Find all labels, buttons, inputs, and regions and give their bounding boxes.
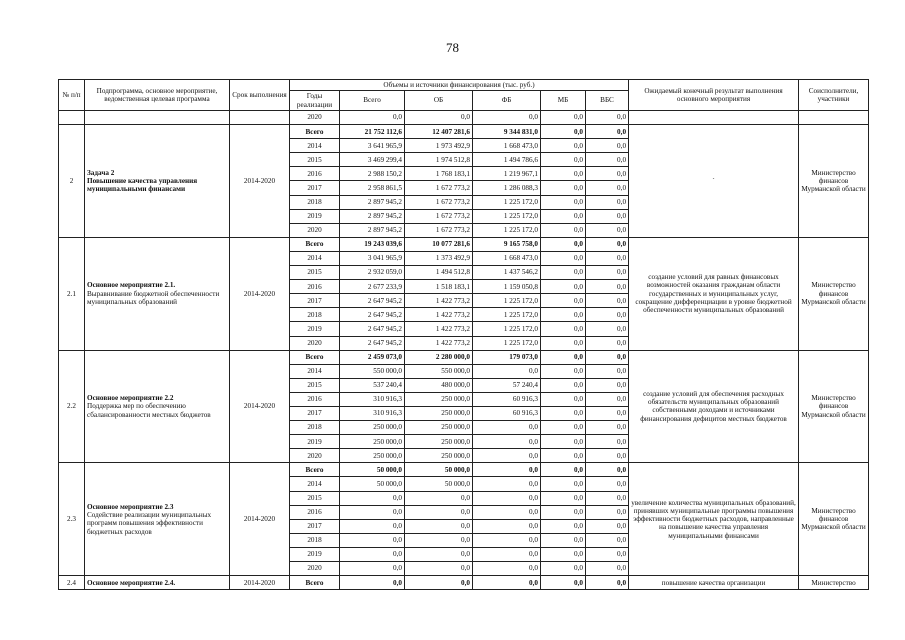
year-cell: 2019 — [290, 435, 340, 449]
vbs-cell: 0,0 — [586, 406, 629, 420]
program-title: Основное мероприятие 2.4. — [85, 576, 230, 590]
header-term: Срок выполнения — [230, 80, 290, 111]
fb-cell: 179 073,0 — [473, 350, 541, 364]
ob-cell: 1 494 512,8 — [405, 266, 473, 280]
table-row — [59, 125, 869, 139]
mb-cell: 0,0 — [541, 167, 586, 181]
fb-cell: 9 165 758,0 — [473, 237, 541, 251]
ob-cell: 1 422 773,2 — [405, 308, 473, 322]
vbs-cell: 0,0 — [586, 167, 629, 181]
total-cell: 50 000,0 — [340, 463, 405, 477]
total-cell: 2 647 945,2 — [340, 308, 405, 322]
vbs-cell: 0,0 — [586, 505, 629, 519]
year-cell: 2019 — [290, 322, 340, 336]
vbs-cell: 0,0 — [586, 350, 629, 364]
header-total: Всего — [340, 91, 405, 111]
fb-cell: 9 344 831,0 — [473, 125, 541, 139]
fb-cell: 0,0 — [473, 547, 541, 561]
ob-cell: 250 000,0 — [405, 392, 473, 406]
year-cell: Всего — [290, 237, 340, 251]
year-cell: 2015 — [290, 266, 340, 280]
total-cell: 3 641 965,9 — [340, 139, 405, 153]
year-cell: Всего — [290, 463, 340, 477]
fb-cell: 0,0 — [473, 576, 541, 590]
mb-cell: 0,0 — [541, 308, 586, 322]
ob-cell: 1 672 773,2 — [405, 195, 473, 209]
result-cell: создание условий для равных финансовых возможностей оказания гражданам области государственных и муниципальных услуг, сокращение дифференциации в уровне бюджетной обеспеченности муниципальных образований — [629, 237, 799, 350]
term-cell: 2014-2020 — [230, 463, 290, 576]
vbs-cell: 0,0 — [586, 519, 629, 533]
total-cell: 2 897 945,2 — [340, 223, 405, 237]
table-row — [59, 111, 869, 125]
year-cell: 2017 — [290, 519, 340, 533]
year-cell: 2018 — [290, 308, 340, 322]
header-mb: МБ — [541, 91, 586, 111]
fb-cell: 0,0 — [473, 505, 541, 519]
year-cell: 2018 — [290, 421, 340, 435]
fb-cell: 1 225 172,0 — [473, 209, 541, 223]
mb-cell: 0,0 — [541, 153, 586, 167]
header-program: Подпрограмма, основное мероприятие, ведомственная целевая программа — [85, 80, 230, 111]
mb-cell: 0,0 — [541, 449, 586, 463]
total-cell: 2 647 945,2 — [340, 294, 405, 308]
total-cell: 3 469 299,4 — [340, 153, 405, 167]
mb-cell: 0,0 — [541, 322, 586, 336]
ob-cell: 0,0 — [405, 519, 473, 533]
mb-cell: 0,0 — [541, 406, 586, 420]
executors-cell: Министерство финансов Мурманской области — [799, 350, 869, 463]
year-cell: 2018 — [290, 533, 340, 547]
year-cell: 2020 — [290, 336, 340, 350]
mb-cell: 0,0 — [541, 280, 586, 294]
mb-cell: 0,0 — [541, 533, 586, 547]
fb-cell: 1 225 172,0 — [473, 336, 541, 350]
ob-cell: 1 672 773,2 — [405, 181, 473, 195]
fb-cell: 1 494 786,6 — [473, 153, 541, 167]
ob-cell: 2 280 000,0 — [405, 350, 473, 364]
ob-cell: 1 672 773,2 — [405, 209, 473, 223]
vbs-cell: 0,0 — [586, 364, 629, 378]
header-result: Ожидаемый конечный результат выполнения основного мероприятия — [629, 80, 799, 111]
ob-cell: 0,0 — [405, 562, 473, 576]
mb-cell: 0,0 — [541, 209, 586, 223]
fb-cell: 1 437 546,2 — [473, 266, 541, 280]
mb-cell: 0,0 — [541, 421, 586, 435]
total-cell: 2 958 861,5 — [340, 181, 405, 195]
mb-cell: 0,0 — [541, 336, 586, 350]
header-fb: ФБ — [473, 91, 541, 111]
mb-cell: 0,0 — [541, 266, 586, 280]
year-cell: 2016 — [290, 505, 340, 519]
ob-cell: 1 422 773,2 — [405, 294, 473, 308]
year-cell: 2020 — [290, 562, 340, 576]
ob-cell: 10 077 281,6 — [405, 237, 473, 251]
total-cell: 0,0 — [340, 111, 405, 125]
executors-cell: Министерство — [799, 576, 869, 590]
total-cell: 0,0 — [340, 519, 405, 533]
ob-cell: 250 000,0 — [405, 421, 473, 435]
executors-cell: Министерство финансов Мурманской области — [799, 463, 869, 576]
total-cell: 2 459 073,0 — [340, 350, 405, 364]
mb-cell: 0,0 — [541, 237, 586, 251]
total-cell: 250 000,0 — [340, 421, 405, 435]
year-cell: 2014 — [290, 251, 340, 265]
ob-cell: 1 518 183,1 — [405, 280, 473, 294]
year-cell: 2019 — [290, 209, 340, 223]
funding-table — [58, 79, 869, 590]
program-name-cell — [85, 463, 230, 576]
executors-cell: Министерство финансов Мурманской области — [799, 125, 869, 238]
vbs-cell: 0,0 — [586, 251, 629, 265]
vbs-cell: 0,0 — [586, 336, 629, 350]
ob-cell: 1 768 183,1 — [405, 167, 473, 181]
vbs-cell: 0,0 — [586, 280, 629, 294]
mb-cell: 0,0 — [541, 547, 586, 561]
fb-cell: 0,0 — [473, 519, 541, 533]
mb-cell: 0,0 — [541, 378, 586, 392]
fb-cell: 0,0 — [473, 449, 541, 463]
vbs-cell: 0,0 — [586, 266, 629, 280]
fb-cell: 0,0 — [473, 562, 541, 576]
fb-cell: 1 668 473,0 — [473, 139, 541, 153]
ob-cell: 1 672 773,2 — [405, 223, 473, 237]
result-cell: повышение качества организации — [629, 576, 799, 590]
ob-cell: 12 407 281,6 — [405, 125, 473, 139]
ob-cell: 0,0 — [405, 533, 473, 547]
row-number: 2 — [59, 125, 85, 238]
year-cell: 2016 — [290, 392, 340, 406]
vbs-cell: 0,0 — [586, 294, 629, 308]
total-cell: 2 897 945,2 — [340, 195, 405, 209]
mb-cell: 0,0 — [541, 125, 586, 139]
vbs-cell: 0,0 — [586, 477, 629, 491]
year-cell: 2020 — [290, 223, 340, 237]
total-cell: 0,0 — [340, 505, 405, 519]
table-row — [59, 576, 869, 590]
total-cell: 21 752 112,6 — [340, 125, 405, 139]
mb-cell: 0,0 — [541, 350, 586, 364]
mb-cell: 0,0 — [541, 491, 586, 505]
ob-cell: 1 973 492,9 — [405, 139, 473, 153]
ob-cell: 1 422 773,2 — [405, 322, 473, 336]
fb-cell: 0,0 — [473, 421, 541, 435]
ob-cell: 1 373 492,9 — [405, 251, 473, 265]
mb-cell: 0,0 — [541, 477, 586, 491]
year-cell: 2014 — [290, 139, 340, 153]
year-cell: 2018 — [290, 195, 340, 209]
year-cell: 2020 — [290, 111, 340, 125]
header-executors: Соисполнители, участники — [799, 80, 869, 111]
result-cell: увеличение количества муниципальных образований, принявших муниципальные программы повышения эффективности бюджетных расходов, направленные на повышение качества управления муниципальными финансами — [629, 463, 799, 576]
vbs-cell: 0,0 — [586, 125, 629, 139]
fb-cell: 0,0 — [473, 491, 541, 505]
fb-cell: 57 240,4 — [473, 378, 541, 392]
page-number: 78 — [446, 40, 459, 55]
program-name-cell — [85, 125, 230, 238]
fb-cell: 0,0 — [473, 463, 541, 477]
ob-cell: 50 000,0 — [405, 477, 473, 491]
mb-cell: 0,0 — [541, 562, 586, 576]
vbs-cell: 0,0 — [586, 195, 629, 209]
mb-cell: 0,0 — [541, 505, 586, 519]
mb-cell: 0,0 — [541, 463, 586, 477]
mb-cell: 0,0 — [541, 392, 586, 406]
fb-cell: 0,0 — [473, 533, 541, 547]
fb-cell: 1 225 172,0 — [473, 223, 541, 237]
program-description: Содействие реализации муниципальных программ повышения эффективности бюджетных расходов — [87, 510, 212, 536]
year-cell: 2019 — [290, 547, 340, 561]
mb-cell: 0,0 — [541, 364, 586, 378]
program-title: Основное мероприятие 2.1. — [87, 281, 176, 290]
vbs-cell: 0,0 — [586, 322, 629, 336]
year-cell: 2016 — [290, 167, 340, 181]
header-years: Годы реализации — [290, 91, 340, 111]
ob-cell: 550 000,0 — [405, 364, 473, 378]
fb-cell: 1 286 088,3 — [473, 181, 541, 195]
ob-cell: 1 422 773,2 — [405, 336, 473, 350]
year-cell: 2015 — [290, 491, 340, 505]
mb-cell: 0,0 — [541, 111, 586, 125]
vbs-cell: 0,0 — [586, 237, 629, 251]
ob-cell: 480 000,0 — [405, 378, 473, 392]
total-cell: 3 041 965,9 — [340, 251, 405, 265]
total-cell: 19 243 039,6 — [340, 237, 405, 251]
total-cell: 250 000,0 — [340, 449, 405, 463]
vbs-cell: 0,0 — [586, 139, 629, 153]
table-row — [59, 350, 869, 364]
program-name-cell — [85, 237, 230, 350]
mb-cell: 0,0 — [541, 251, 586, 265]
header-ob: ОБ — [405, 91, 473, 111]
mb-cell: 0,0 — [541, 519, 586, 533]
ob-cell: 0,0 — [405, 505, 473, 519]
fb-cell: 1 159 050,8 — [473, 280, 541, 294]
ob-cell: 250 000,0 — [405, 435, 473, 449]
total-cell: 550 000,0 — [340, 364, 405, 378]
total-cell: 0,0 — [340, 533, 405, 547]
vbs-cell: 0,0 — [586, 223, 629, 237]
year-cell: 2014 — [290, 364, 340, 378]
table-row — [59, 463, 869, 477]
row-number: 2.1 — [59, 237, 85, 350]
total-cell: 2 897 945,2 — [340, 209, 405, 223]
row-number: 2.3 — [59, 463, 85, 576]
ob-cell: 50 000,0 — [405, 463, 473, 477]
year-cell: 2017 — [290, 181, 340, 195]
fb-cell: 60 916,3 — [473, 406, 541, 420]
year-cell: 2016 — [290, 280, 340, 294]
vbs-cell: 0,0 — [586, 308, 629, 322]
total-cell: 310 916,3 — [340, 392, 405, 406]
term-cell: 2014-2020 — [230, 125, 290, 238]
mb-cell: 0,0 — [541, 435, 586, 449]
row-number: 2.2 — [59, 350, 85, 463]
total-cell: 2 647 945,2 — [340, 322, 405, 336]
mb-cell: 0,0 — [541, 294, 586, 308]
mb-cell: 0,0 — [541, 195, 586, 209]
ob-cell: 0,0 — [405, 576, 473, 590]
vbs-cell: 0,0 — [586, 463, 629, 477]
program-description: Повышение качества управления муниципальными финансами — [87, 176, 198, 194]
ob-cell: 250 000,0 — [405, 406, 473, 420]
result-cell: создание условий для обеспечения расходных обязательств муниципальных образований собственными доходами и источниками финансирования дефицитов местных бюджетов — [629, 350, 799, 463]
term-cell: 2014-2020 — [230, 237, 290, 350]
ob-cell: 1 974 512,8 — [405, 153, 473, 167]
fb-cell: 60 916,3 — [473, 392, 541, 406]
program-description: Поддержка мер по обеспечению сбалансированности местных бюджетов — [87, 402, 211, 419]
vbs-cell: 0,0 — [586, 209, 629, 223]
fb-cell: 1 219 967,1 — [473, 167, 541, 181]
vbs-cell: 0,0 — [586, 576, 629, 590]
mb-cell: 0,0 — [541, 139, 586, 153]
header-vbs: ВБС — [586, 91, 629, 111]
term-cell: 2014-2020 — [230, 350, 290, 463]
ob-cell: 0,0 — [405, 111, 473, 125]
year-cell: 2014 — [290, 477, 340, 491]
year-cell: 2015 — [290, 378, 340, 392]
fb-cell: 0,0 — [473, 111, 541, 125]
row-number: 2.4 — [59, 576, 85, 590]
vbs-cell: 0,0 — [586, 547, 629, 561]
table-row — [59, 237, 869, 251]
fb-cell: 0,0 — [473, 364, 541, 378]
total-cell: 0,0 — [340, 547, 405, 561]
fb-cell: 1 225 172,0 — [473, 308, 541, 322]
ob-cell: 250 000,0 — [405, 449, 473, 463]
mb-cell: 0,0 — [541, 576, 586, 590]
vbs-cell: 0,0 — [586, 421, 629, 435]
vbs-cell: 0,0 — [586, 111, 629, 125]
mb-cell: 0,0 — [541, 223, 586, 237]
ob-cell: 0,0 — [405, 491, 473, 505]
executors-cell: Министерство финансов Мурманской области — [799, 237, 869, 350]
header-funding: Объемы и источники финансирования (тыс. руб.) — [290, 80, 629, 91]
total-cell: 2 647 945,2 — [340, 336, 405, 350]
vbs-cell: 0,0 — [586, 378, 629, 392]
header-no: № п/п — [59, 80, 85, 111]
program-name-cell — [85, 350, 230, 463]
total-cell: 2 932 059,0 — [340, 266, 405, 280]
vbs-cell: 0,0 — [586, 435, 629, 449]
vbs-cell: 0,0 — [586, 392, 629, 406]
total-cell: 0,0 — [340, 562, 405, 576]
fb-cell: 1 668 473,0 — [473, 251, 541, 265]
total-cell: 2 988 150,2 — [340, 167, 405, 181]
fb-cell: 0,0 — [473, 435, 541, 449]
vbs-cell: 0,0 — [586, 533, 629, 547]
total-cell: 310 916,3 — [340, 406, 405, 420]
vbs-cell: 0,0 — [586, 449, 629, 463]
ob-cell: 0,0 — [405, 547, 473, 561]
total-cell: 250 000,0 — [340, 435, 405, 449]
vbs-cell: 0,0 — [586, 153, 629, 167]
fb-cell: 1 225 172,0 — [473, 294, 541, 308]
fb-cell: 0,0 — [473, 477, 541, 491]
year-cell: Всего — [290, 576, 340, 590]
term-cell: 2014-2020 — [230, 576, 290, 590]
vbs-cell: 0,0 — [586, 181, 629, 195]
program-title: Основное мероприятие 2.2 — [87, 394, 174, 403]
program-description: Выравнивание бюджетной обеспеченности муниципальных образований — [87, 289, 220, 306]
total-cell: 0,0 — [340, 491, 405, 505]
year-cell: 2020 — [290, 449, 340, 463]
vbs-cell: 0,0 — [586, 491, 629, 505]
table-body — [59, 111, 869, 590]
program-title: Основное мероприятие 2.3 — [87, 502, 174, 511]
year-cell: 2017 — [290, 406, 340, 420]
program-title: Задача 2 — [87, 168, 115, 177]
year-cell: Всего — [290, 125, 340, 139]
total-cell: 2 677 233,9 — [340, 280, 405, 294]
year-cell: Всего — [290, 350, 340, 364]
fb-cell: 1 225 172,0 — [473, 322, 541, 336]
fb-cell: 1 225 172,0 — [473, 195, 541, 209]
mb-cell: 0,0 — [541, 181, 586, 195]
result-cell: ` — [629, 125, 799, 238]
year-cell: 2017 — [290, 294, 340, 308]
total-cell: 0,0 — [340, 576, 405, 590]
year-cell: 2015 — [290, 153, 340, 167]
total-cell: 50 000,0 — [340, 477, 405, 491]
vbs-cell: 0,0 — [586, 562, 629, 576]
total-cell: 537 240,4 — [340, 378, 405, 392]
